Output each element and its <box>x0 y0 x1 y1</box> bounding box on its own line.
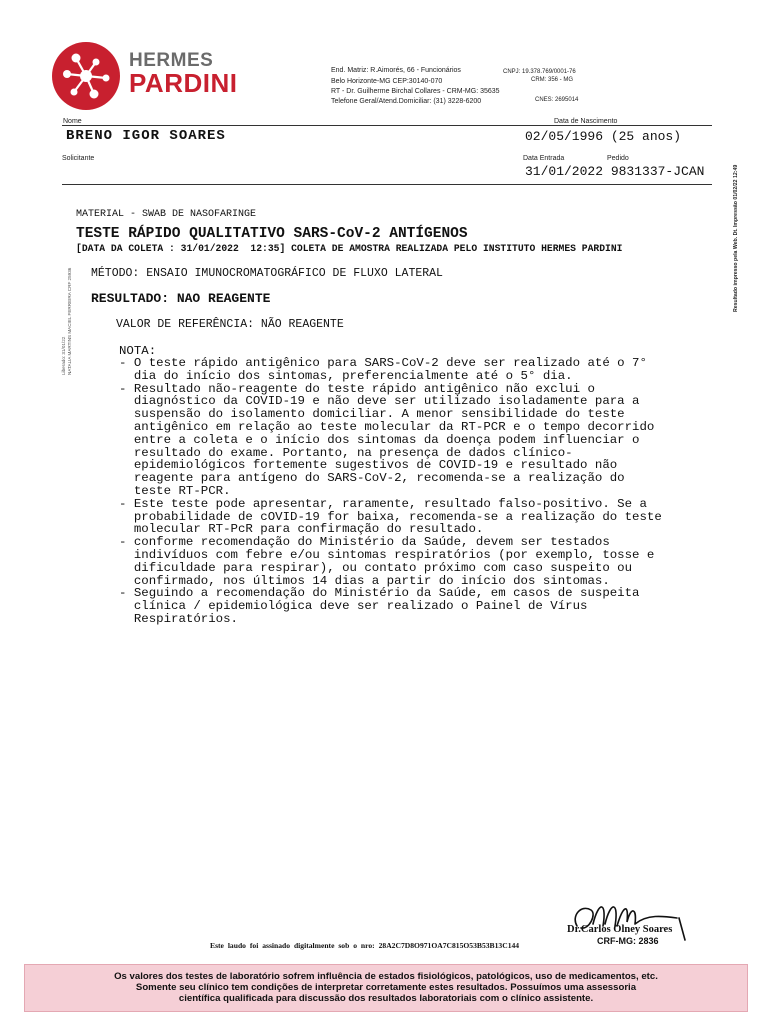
note-line: diagnóstico da COVID-19 e não deve ser utilizado isoladamente para a <box>119 394 640 409</box>
note-line: suspensão do isolamento domiciliar. A menor sensibilidade do teste <box>119 407 625 422</box>
note-line: teste RT-PCR. <box>119 483 231 498</box>
molecule-icon <box>52 42 120 110</box>
birth-value: 02/05/1996 (25 anos) <box>525 129 682 144</box>
hermes-pardini-logo-mark <box>52 42 120 110</box>
disclaimer-line-2: Somente seu clínico tem condições de interpretar corretamente estes resultados. Possuímos uma assessoria <box>135 982 637 993</box>
entry-order-value: 31/01/2022 9831337-JCAN <box>525 164 705 179</box>
signer-name: Dr.Carlos Olney Soares <box>567 924 673 935</box>
reference-value-text: VALOR DE REFERÊNCIA: NÃO REAGENTE <box>116 318 344 331</box>
patient-name: BRENO IGOR SOARES <box>66 128 226 144</box>
note-line: clínica / epidemiológica deve ser realizado o Painel de Vírus <box>119 599 588 614</box>
address-line-2: Belo Horizonte-MG CEP:30140-070 <box>331 78 443 85</box>
entry-label: Data Entrada <box>523 155 565 162</box>
note-title: NOTA: <box>119 344 157 358</box>
note-line: epidemiológicos fortemente sugestivos de COVID-19 e resultado não <box>119 458 618 473</box>
note-line: - Resultado não-reagente do teste rápido antigênico não exclui o <box>119 381 595 396</box>
release-by-vertical: NATALIA MARTINS MACIEL FERREIRA CRF 25936 <box>67 267 72 375</box>
patient-bottom-divider <box>62 184 712 185</box>
disclaimer-line-3: científica qualificada para discussão dos resultados laboratoriais com o clínico assistente. <box>178 993 594 1004</box>
print-info-vertical: Resultado impresso pela Web. Dt. Impressão 01/02/22 12:49 <box>733 164 739 312</box>
note-line: indivíduos com febre e/ou sintomas respiratórios (por exemplo, tosse e <box>119 547 655 562</box>
disclaimer-box <box>24 964 748 1012</box>
note-line: dia do início dos sintomas, preferencialmente até o 5° dia. <box>119 368 573 383</box>
release-date-vertical: Liberado: 31/01/22 <box>61 336 66 375</box>
result-text: RESULTADO: NAO REAGENTE <box>91 291 271 306</box>
cnes-text: CNES: 2695014 <box>535 97 579 103</box>
birth-label: Data de Nascimento <box>554 118 618 125</box>
note-line: - conforme recomendação do Ministério da Saúde, devem ser testados <box>119 535 610 550</box>
note-line: - Este teste pode apresentar, raramente, resultado falso-positivo. Se a <box>119 496 647 511</box>
method-text: MÉTODO: ENSAIO IMUNOCROMATOGRÁFICO DE FLUXO LATERAL <box>91 267 443 280</box>
note-line: Respiratórios. <box>119 611 238 626</box>
signer-crf: CRF-MG: 2836 <box>597 936 659 946</box>
collection-text: [DATA DA COLETA : 31/01/2022 12:35] COLETA DE AMOSTRA REALIZADA PELO INSTITUTO HERMES PARDINI <box>76 243 623 254</box>
note-body <box>119 357 662 626</box>
brand-top-text: HERMES <box>129 50 214 71</box>
patient-divider <box>62 125 712 126</box>
note-line: - Seguindo a recomendação do Ministério da Saúde, em casos de suspeita <box>119 586 640 601</box>
note-line: reagente para antígeno do SARS-CoV-2, recomenda-se a realização do <box>119 471 625 486</box>
note-line: entre a coleta e o início dos sintomas da doença podem influenciar o <box>119 432 640 447</box>
note-line: antigênico em relação ao teste molecular da RT-PCR e o tempo decorrido <box>119 419 655 434</box>
requester-label: Solicitante <box>62 155 95 162</box>
note-line: - O teste rápido antigênico para SARS-CoV-2 deve ser realizado até o 7° <box>119 356 647 370</box>
note-line: confirmado, nos últimos 14 dias a partir do início dos sintomas. <box>119 573 610 588</box>
disclaimer-line-1: Os valores dos testes de laboratório sofrem influência de estados fisiológicos, patológicos, uso de medicamentos, etc. <box>114 971 658 982</box>
exam-title: TESTE RÁPIDO QUALITATIVO SARS-CoV-2 ANTÍGENOS <box>76 226 468 242</box>
address-line-1: End. Matriz: R.Aimorés, 66 - Funcionários <box>331 67 461 74</box>
address-line-3: RT - Dr. Guilherme Birchal Collares - CRM-MG: 35635 <box>331 88 500 95</box>
material-text: MATERIAL - SWAB DE NASOFARINGE <box>76 209 257 220</box>
digital-signature-note: Este laudo foi assinado digitalmente sob o nro: 28A2C7D8O971OA7C815O53B53B13C144 <box>210 941 520 950</box>
note-line: molecular RT-PcR para confirmação do resultado. <box>119 522 484 537</box>
cnpj-text: CNPJ: 19.378.769/0001-76 <box>503 69 576 75</box>
address-line-4: Telefone Geral/Atend.Domiciliar: (31) 3228-6200 <box>331 98 482 105</box>
order-label: Pedido <box>607 155 629 162</box>
name-label: Nome <box>63 118 82 125</box>
note-line: resultado do exame. Portanto, na presença de dados clínico- <box>119 445 573 460</box>
note-line: probabilidade de cOVID-19 for baixa, recomenda-se a realização do teste <box>119 509 662 524</box>
crm-text: CRM: 356 - MG <box>531 77 574 83</box>
note-line: dificuldade para respirar), ou contato próximo com caso suspeito ou <box>119 560 633 575</box>
brand-bottom-text: PARDINI <box>129 68 238 98</box>
